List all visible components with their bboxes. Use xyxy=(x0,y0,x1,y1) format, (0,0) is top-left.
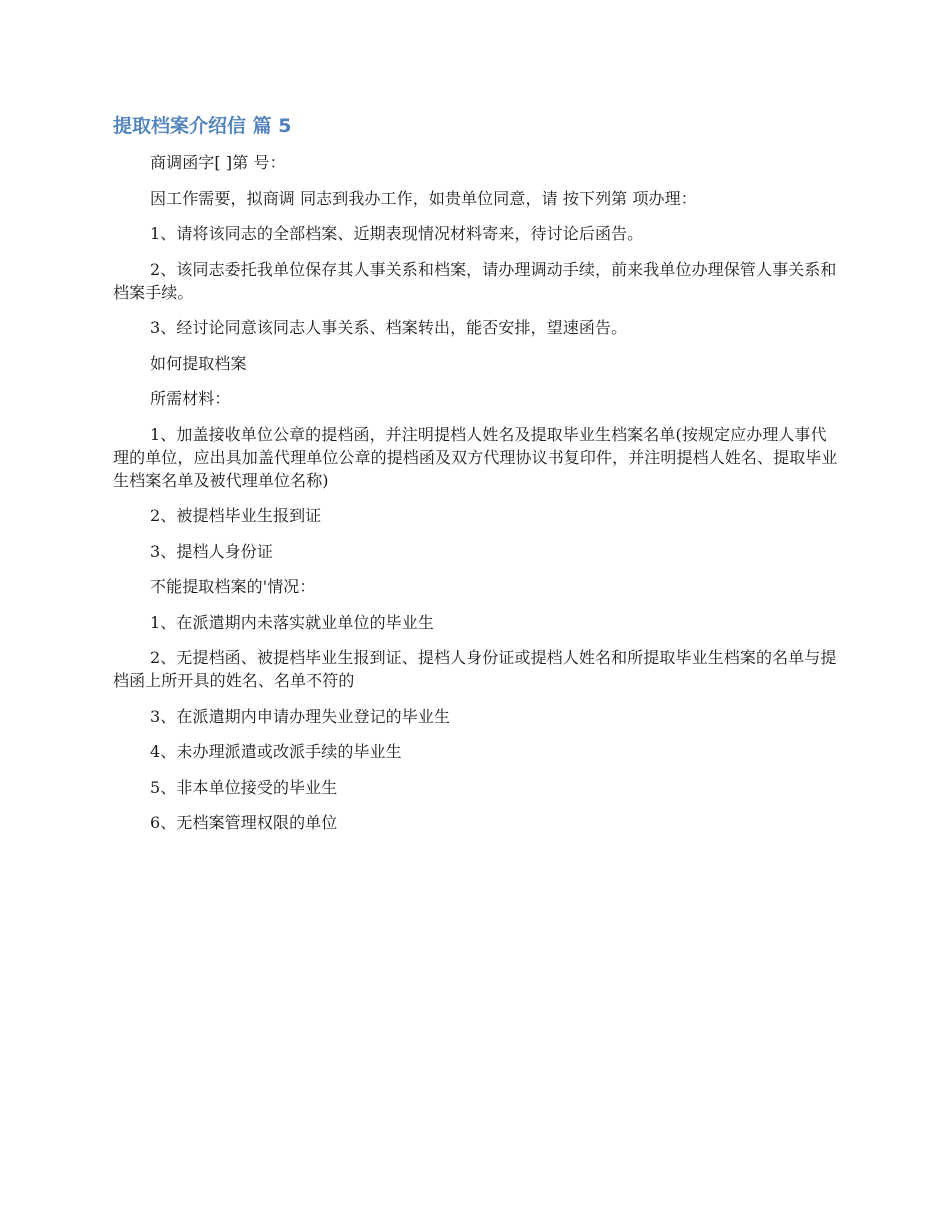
paragraph-restriction-3: 3、在派遣期内申请办理失业登记的毕业生 xyxy=(150,706,451,726)
paragraph-restriction-1: 1、在派遣期内未落实就业单位的毕业生 xyxy=(150,612,434,632)
paragraph-restrictions-heading: 不能提取档案的'情况： xyxy=(150,577,316,596)
paragraph-restriction-2: 2、无提档函、被提档毕业生报到证、提档人身份证或提档人姓名和所提取毕业生档案的名单与提档函上所开具的姓名、名单不符的 xyxy=(113,648,837,690)
paragraph-material-3: 3、提档人身份证 xyxy=(150,541,273,561)
paragraph-restriction-4: 4、未办理派遣或改派手续的毕业生 xyxy=(150,742,402,761)
document-body xyxy=(113,151,839,847)
document-title: 提取档案介绍信 篇 5 xyxy=(113,115,292,137)
paragraph-how-to-heading: 如何提取档案 xyxy=(150,353,247,373)
paragraph-option-2: 2、该同志委托我单位保存其人事关系和档案，请办理调动手续，前来我单位办理保管人事关系和档案手续。 xyxy=(113,259,837,302)
paragraph-intro: 因工作需要，拟商调 同志到我办工作，如贵单位同意，请 按下列第 项办理： xyxy=(150,188,697,208)
paragraph-letter-number: 商调函字[ ]第 号： xyxy=(150,153,286,172)
paragraph-material-2: 2、被提档毕业生报到证 xyxy=(150,506,322,525)
paragraph-material-1: 1、加盖接收单位公章的提档函，并注明提档人姓名及提取毕业生档案名单(按规定应办理人事代理的单位，应出具加盖代理单位公章的提档函及双方代理协议书复印件，并注明提档人姓名、提取毕业生档案名单及被代理单位名称) xyxy=(113,424,838,490)
paragraph-restriction-5: 5、非本单位接受的毕业生 xyxy=(150,777,338,797)
paragraph-restriction-6: 6、无档案管理权限的单位 xyxy=(150,813,338,832)
paragraph-option-3: 3、经讨论同意该同志人事关系、档案转出，能否安排，望速函告。 xyxy=(150,318,628,337)
paragraph-option-1: 1、请将该同志的全部档案、近期表现情况材料寄来，待讨论后函告。 xyxy=(150,224,644,243)
paragraph-materials-heading: 所需材料： xyxy=(150,389,231,408)
